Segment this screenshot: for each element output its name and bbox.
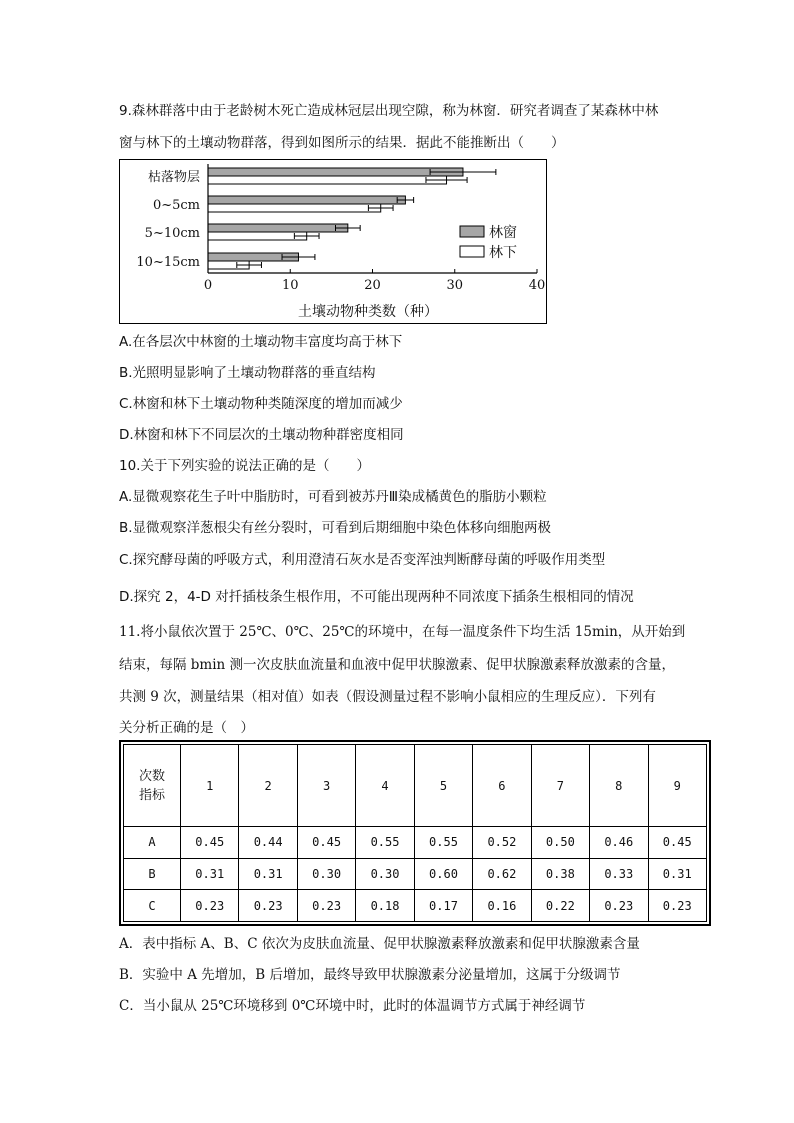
q11-stem-line4: 关分析正确的是（ ）	[119, 720, 254, 736]
category-label: 枯落物层	[147, 170, 200, 185]
q11-option-a: A．表中指标 A、B、C 依次为皮肤血流量、促甲状腺激素释放激素和促甲状腺激素含量	[119, 936, 640, 952]
bar	[208, 204, 381, 212]
table-corner-cell	[124, 745, 181, 827]
x-tick-label: 40	[528, 278, 546, 293]
legend-swatch	[460, 246, 484, 257]
x-tick-label: 20	[364, 278, 381, 293]
q9-option-a: A.在各层次中林窗的土壤动物丰富度均高于林下	[119, 334, 403, 350]
table-cell: 0.18	[356, 890, 414, 922]
q9-stem-line2: 窗与林下的土壤动物群落，得到如图所示的结果．据此不能推断出（ ）	[119, 135, 565, 151]
q9-option-b: B.光照明显影响了土壤动物群落的垂直结构	[119, 365, 376, 381]
q11-stem-line2: 结束，每隔 bmin 测一次皮肤血流量和血液中促甲状腺激素、促甲状腺激素释放激素的含量，	[119, 657, 676, 673]
measurement-table-frame	[119, 740, 711, 926]
table-row	[124, 890, 707, 922]
legend-label: 林窗	[489, 225, 517, 241]
table-cell: 0.50	[531, 827, 589, 859]
x-tick-label: 30	[446, 278, 464, 293]
table-row	[124, 827, 707, 859]
table-cell: 0.38	[531, 858, 589, 890]
legend-label: 林下	[489, 245, 517, 261]
table-cell: 0.45	[181, 827, 239, 859]
table-cell: 0.30	[356, 858, 414, 890]
table-cell: 0.60	[414, 858, 472, 890]
legend-swatch	[460, 226, 484, 237]
table-cell: 0.23	[590, 890, 648, 922]
bar	[208, 168, 463, 176]
bar	[208, 176, 447, 184]
column-header: 2	[239, 745, 297, 827]
table-cell: 0.62	[473, 858, 531, 890]
x-tick-label: 0	[203, 278, 213, 293]
q11-stem-line1: 11.将小鼠依次置于 25℃、0℃、25℃的环境中，在每一温度条件下均生活 15min，从开始到	[119, 624, 686, 640]
q9-option-d: D.林窗和林下不同层次的土壤动物种群密度相同	[119, 427, 404, 443]
table-cell: 0.16	[473, 890, 531, 922]
category-label: 0~5cm	[152, 198, 200, 213]
x-axis-label: 土壤动物种类数（种）	[298, 304, 438, 320]
q11-option-c: C．当小鼠从 25℃环境移到 0℃环境中时，此时的体温调节方式属于神经调节	[119, 998, 586, 1014]
table-cell: 0.31	[181, 858, 239, 890]
column-header: 1	[181, 745, 239, 827]
table-cell: 0.45	[297, 827, 355, 859]
column-header: 9	[648, 745, 707, 827]
table-cell: 0.30	[297, 858, 355, 890]
row-label: A	[124, 827, 181, 859]
q11-stem-line3: 共测 9 次，测量结果（相对值）如表（假设测量过程不影响小鼠相应的生理反应）．下列有	[119, 689, 656, 705]
chart-svg	[120, 160, 548, 325]
column-header: 8	[590, 745, 648, 827]
table-row	[124, 858, 707, 890]
bar	[208, 224, 348, 232]
bar	[208, 232, 307, 240]
q11-option-b: B．实验中 A 先增加，B 后增加，最终导致甲状腺激素分泌量增加，这属于分级调节	[119, 967, 621, 983]
table-header-row	[124, 745, 707, 827]
column-header: 5	[414, 745, 472, 827]
table-cell: 0.46	[590, 827, 648, 859]
q10-option-d: D.探究 2，4-D 对扦插枝条生根作用，不可能出现两种不同浓度下插条生根相同的情况	[119, 589, 634, 605]
bar	[208, 196, 405, 204]
table-cell: 0.23	[239, 890, 297, 922]
q9-stem-line1: 9.森林群落中由于老龄树木死亡造成林冠层出现空隙，称为林窗．研究者调查了某森林中林	[119, 103, 659, 119]
column-header: 7	[531, 745, 589, 827]
table-cell: 0.23	[297, 890, 355, 922]
table-cell: 0.45	[648, 827, 707, 859]
q10-option-c: C.探究酵母菌的呼吸方式，利用澄清石灰水是否变浑浊判断酵母菌的呼吸作用类型	[119, 552, 606, 568]
table-cell: 0.23	[181, 890, 239, 922]
table-cell: 0.22	[531, 890, 589, 922]
table-cell: 0.52	[473, 827, 531, 859]
table-cell: 0.23	[648, 890, 707, 922]
table-cell: 0.31	[648, 858, 707, 890]
q10-option-a: A.显微观察花生子叶中脂肪时，可看到被苏丹Ⅲ染成橘黄色的脂肪小颗粒	[119, 489, 547, 505]
measurement-table	[123, 744, 707, 922]
column-header: 4	[356, 745, 414, 827]
soil-animal-bar-chart	[119, 159, 547, 324]
x-tick-label: 10	[281, 278, 299, 293]
row-label: C	[124, 890, 181, 922]
table-cell: 0.33	[590, 858, 648, 890]
table-cell: 0.17	[414, 890, 472, 922]
q10-stem: 10.关于下列实验的说法正确的是（ ）	[119, 458, 370, 474]
category-label: 5~10cm	[144, 226, 200, 241]
column-header: 3	[297, 745, 355, 827]
corner-label-top: 次数	[138, 768, 165, 784]
q10-option-b: B.显微观察洋葱根尖有丝分裂时，可看到后期细胞中染色体移向细胞两极	[119, 520, 552, 536]
table-cell: 0.31	[239, 858, 297, 890]
corner-label-bottom: 指标	[138, 787, 165, 803]
table-cell: 0.44	[239, 827, 297, 859]
column-header: 6	[473, 745, 531, 827]
row-label: B	[124, 858, 181, 890]
table-cell: 0.55	[414, 827, 472, 859]
table-cell: 0.55	[356, 827, 414, 859]
category-label: 10~15cm	[136, 255, 200, 270]
q9-option-c: C.林窗和林下土壤动物种类随深度的增加而减少	[119, 396, 403, 412]
